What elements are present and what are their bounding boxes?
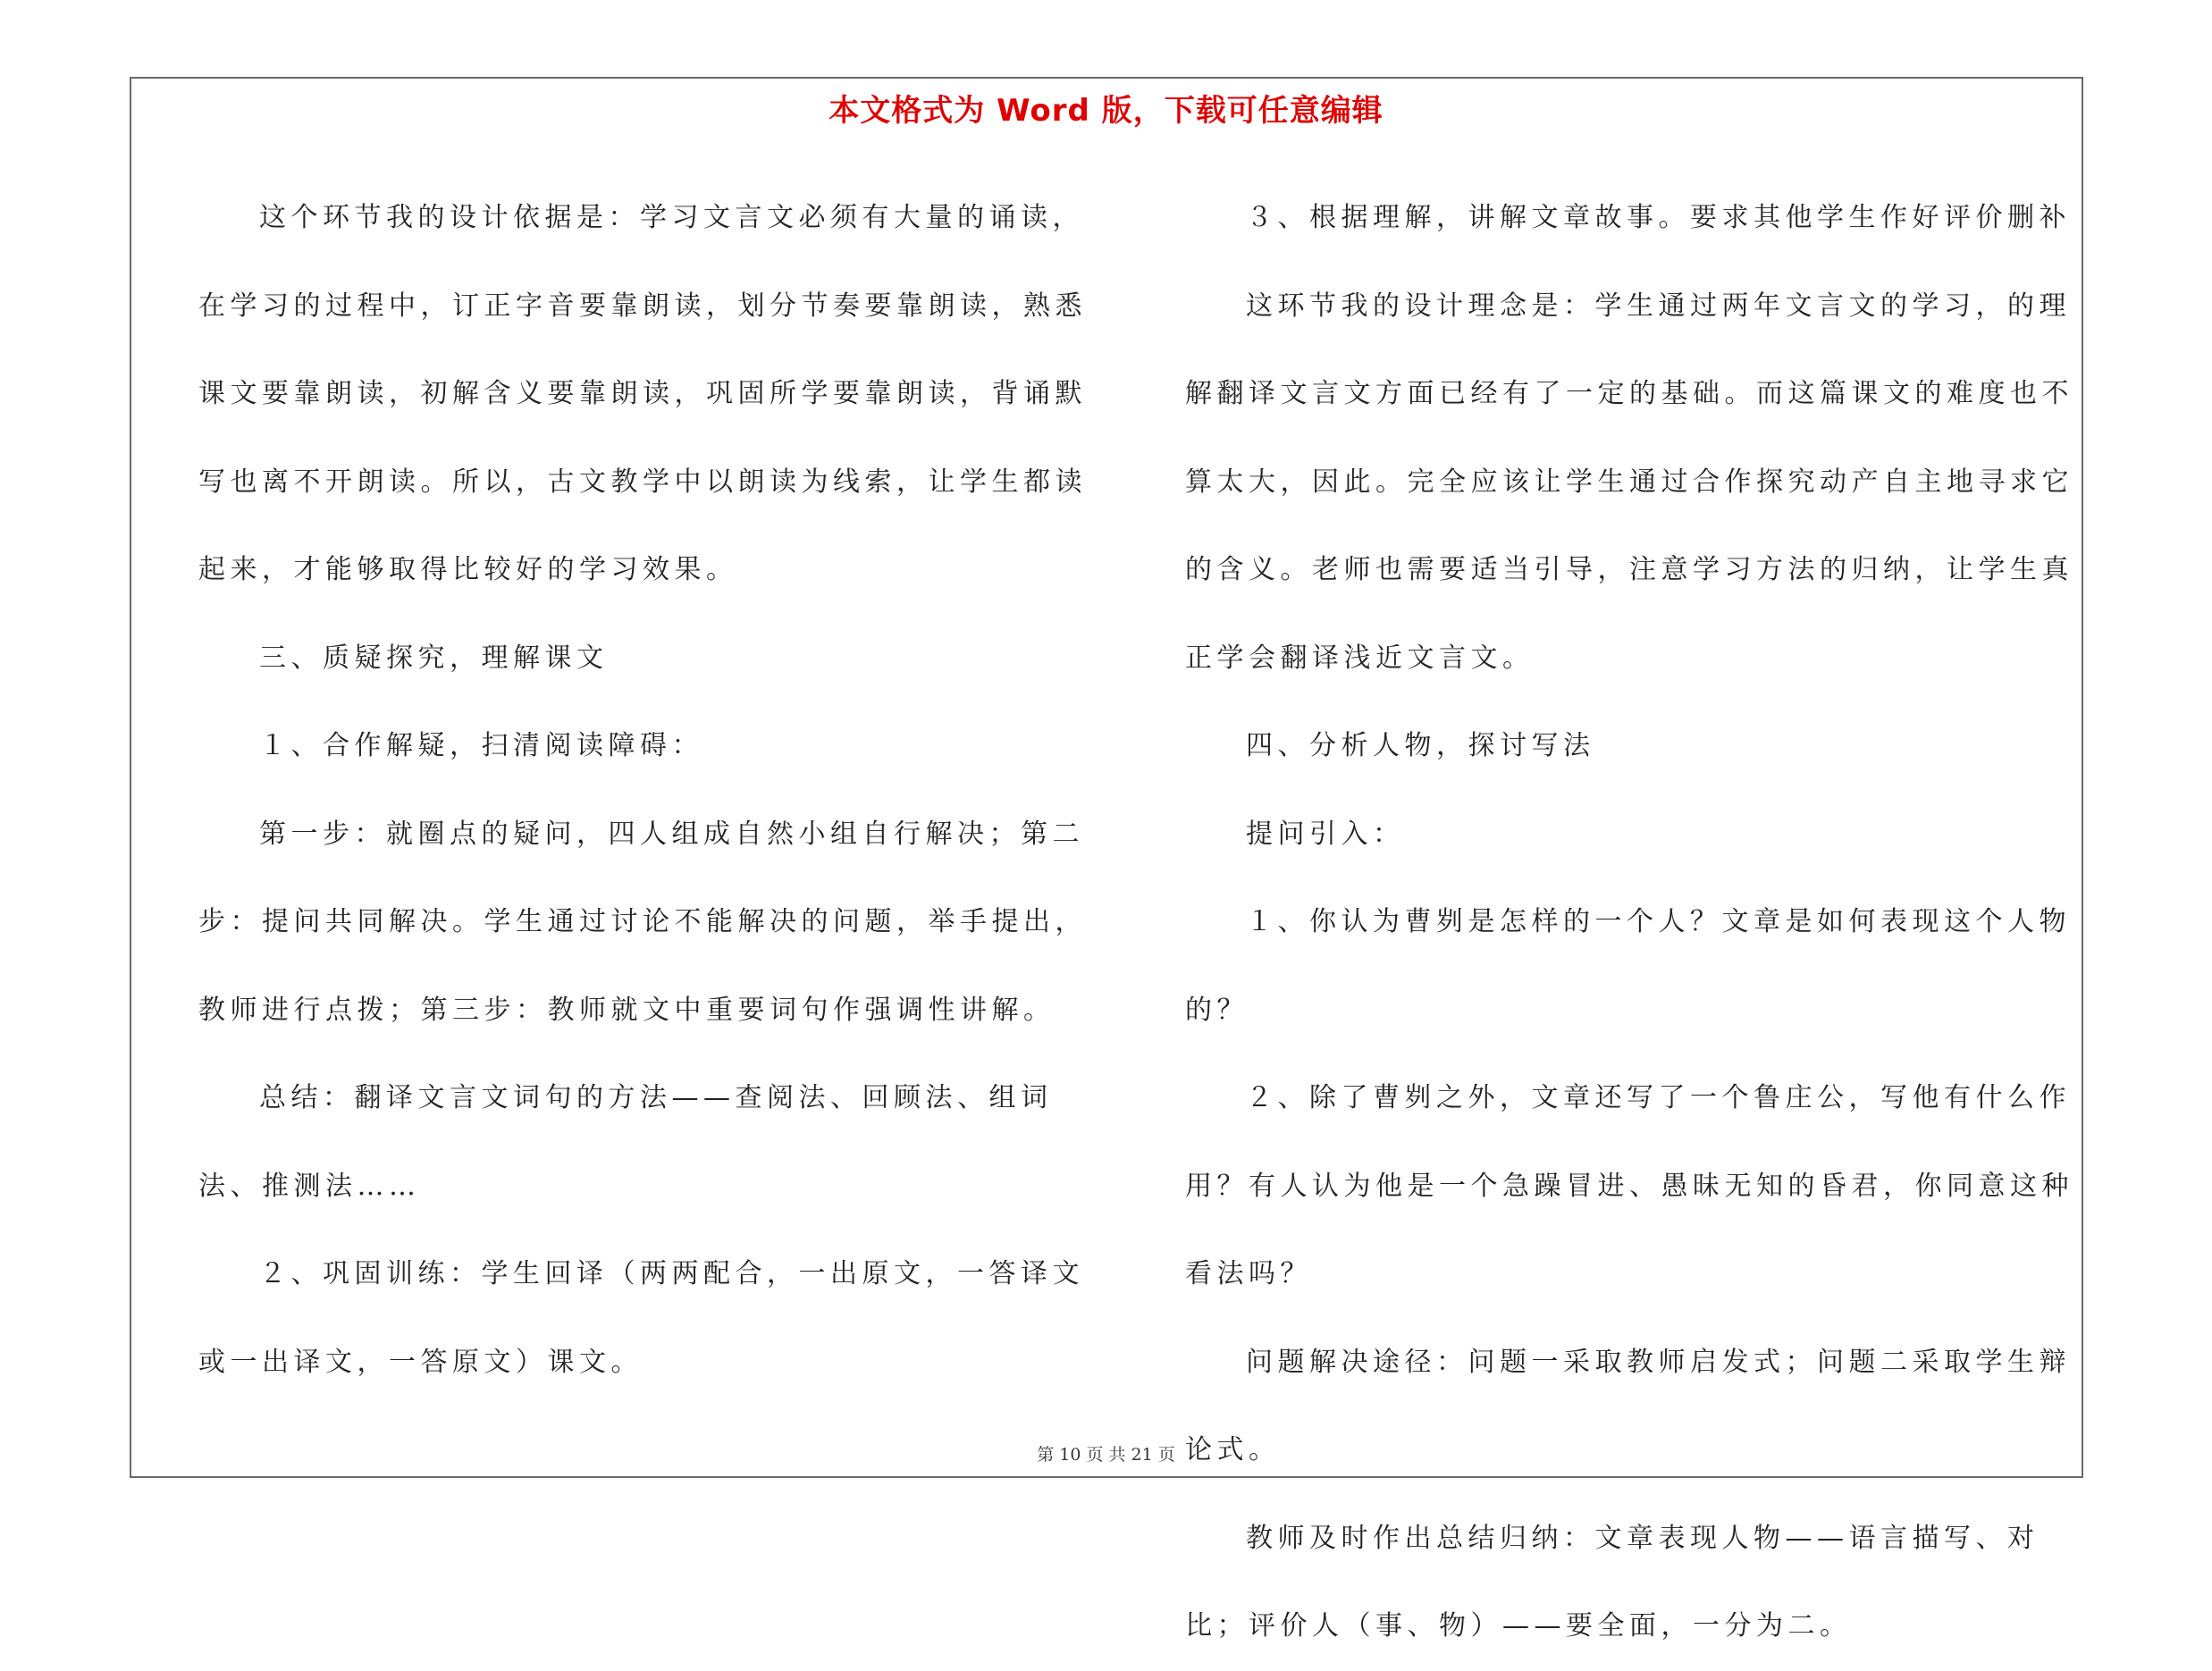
page-number-footer: 第 10 页 共 21 页 [1037, 1445, 1175, 1465]
header-banner: 本文格式为 Word 版，下载可任意编辑 [828, 93, 1384, 129]
paragraph: 第一步：就圈点的疑问，四人组成自然小组自行解决；第二步：提问共同解决。学生通过讨论不能解决的问题，举手提出，教师进行点拨；第三步：教师就文中重要词句作强调性讲解。 [198, 818, 1087, 1026]
subsection-heading: １、合作解疑，扫清阅读障碍： [259, 730, 703, 761]
paragraph: 问题解决途径：问题一采取教师启发式；问题二采取学生辩论式。 [1185, 1346, 2071, 1465]
paragraph: 这环节我的设计理念是：学生通过两年文言文的学习，的理解翻译文言文方面已经有了一定的基础。而这篇课文的难度也不算太大，因此。完全应该让学生通过合作探究动产自主地寻求它的含义。老师也需要适当引导，注意学习方法的归纳，让学生真正学会翻译浅近文言文。 [1185, 290, 2073, 674]
paragraph: 这个环节我的设计依据是：学习文言文必须有大量的诵读，在学习的过程中，订正字音要靠朗读，划分节奏要靠朗读，熟悉课文要靠朗读，初解含义要靠朗读，巩固所学要靠朗读，背诵默写也离不开朗读。所以，古文教学中以朗读为线索，让学生都读起来，才能够取得比较好的学习效果。 [198, 202, 1087, 585]
paragraph: ３、根据理解，讲解文章故事。要求其他学生作好评价删补 [1246, 202, 2071, 233]
left-column [198, 174, 1092, 1406]
section-heading: 三、质疑探究，理解课文 [259, 642, 609, 674]
paragraph: 总结：翻译文言文词句的方法——查阅法、回顾法、组词法、推测法…… [198, 1082, 1053, 1202]
question-item: ２、除了曹刿之外，文章还写了一个鲁庄公，写他有什么作用？有人认为他是一个急躁冒进、愚昧无知的昏君，你同意这种看法吗？ [1185, 1082, 2073, 1289]
paragraph: 教师及时作出总结归纳：文章表现人物——语言描写、对比；评价人（事、物）——要全面，一分为二。 [1185, 1522, 2040, 1642]
question-item: １、你认为曹刿是怎样的一个人？文章是如何表现这个人物的？ [1185, 906, 2071, 1026]
section-heading: 四、分析人物，探讨写法 [1246, 730, 1595, 761]
paragraph: ２、巩固训练：学生回译（两两配合，一出原文，一答译文或一出译文，一答原文）课文。 [198, 1258, 1084, 1378]
paragraph: 提问引入： [1246, 818, 1405, 850]
